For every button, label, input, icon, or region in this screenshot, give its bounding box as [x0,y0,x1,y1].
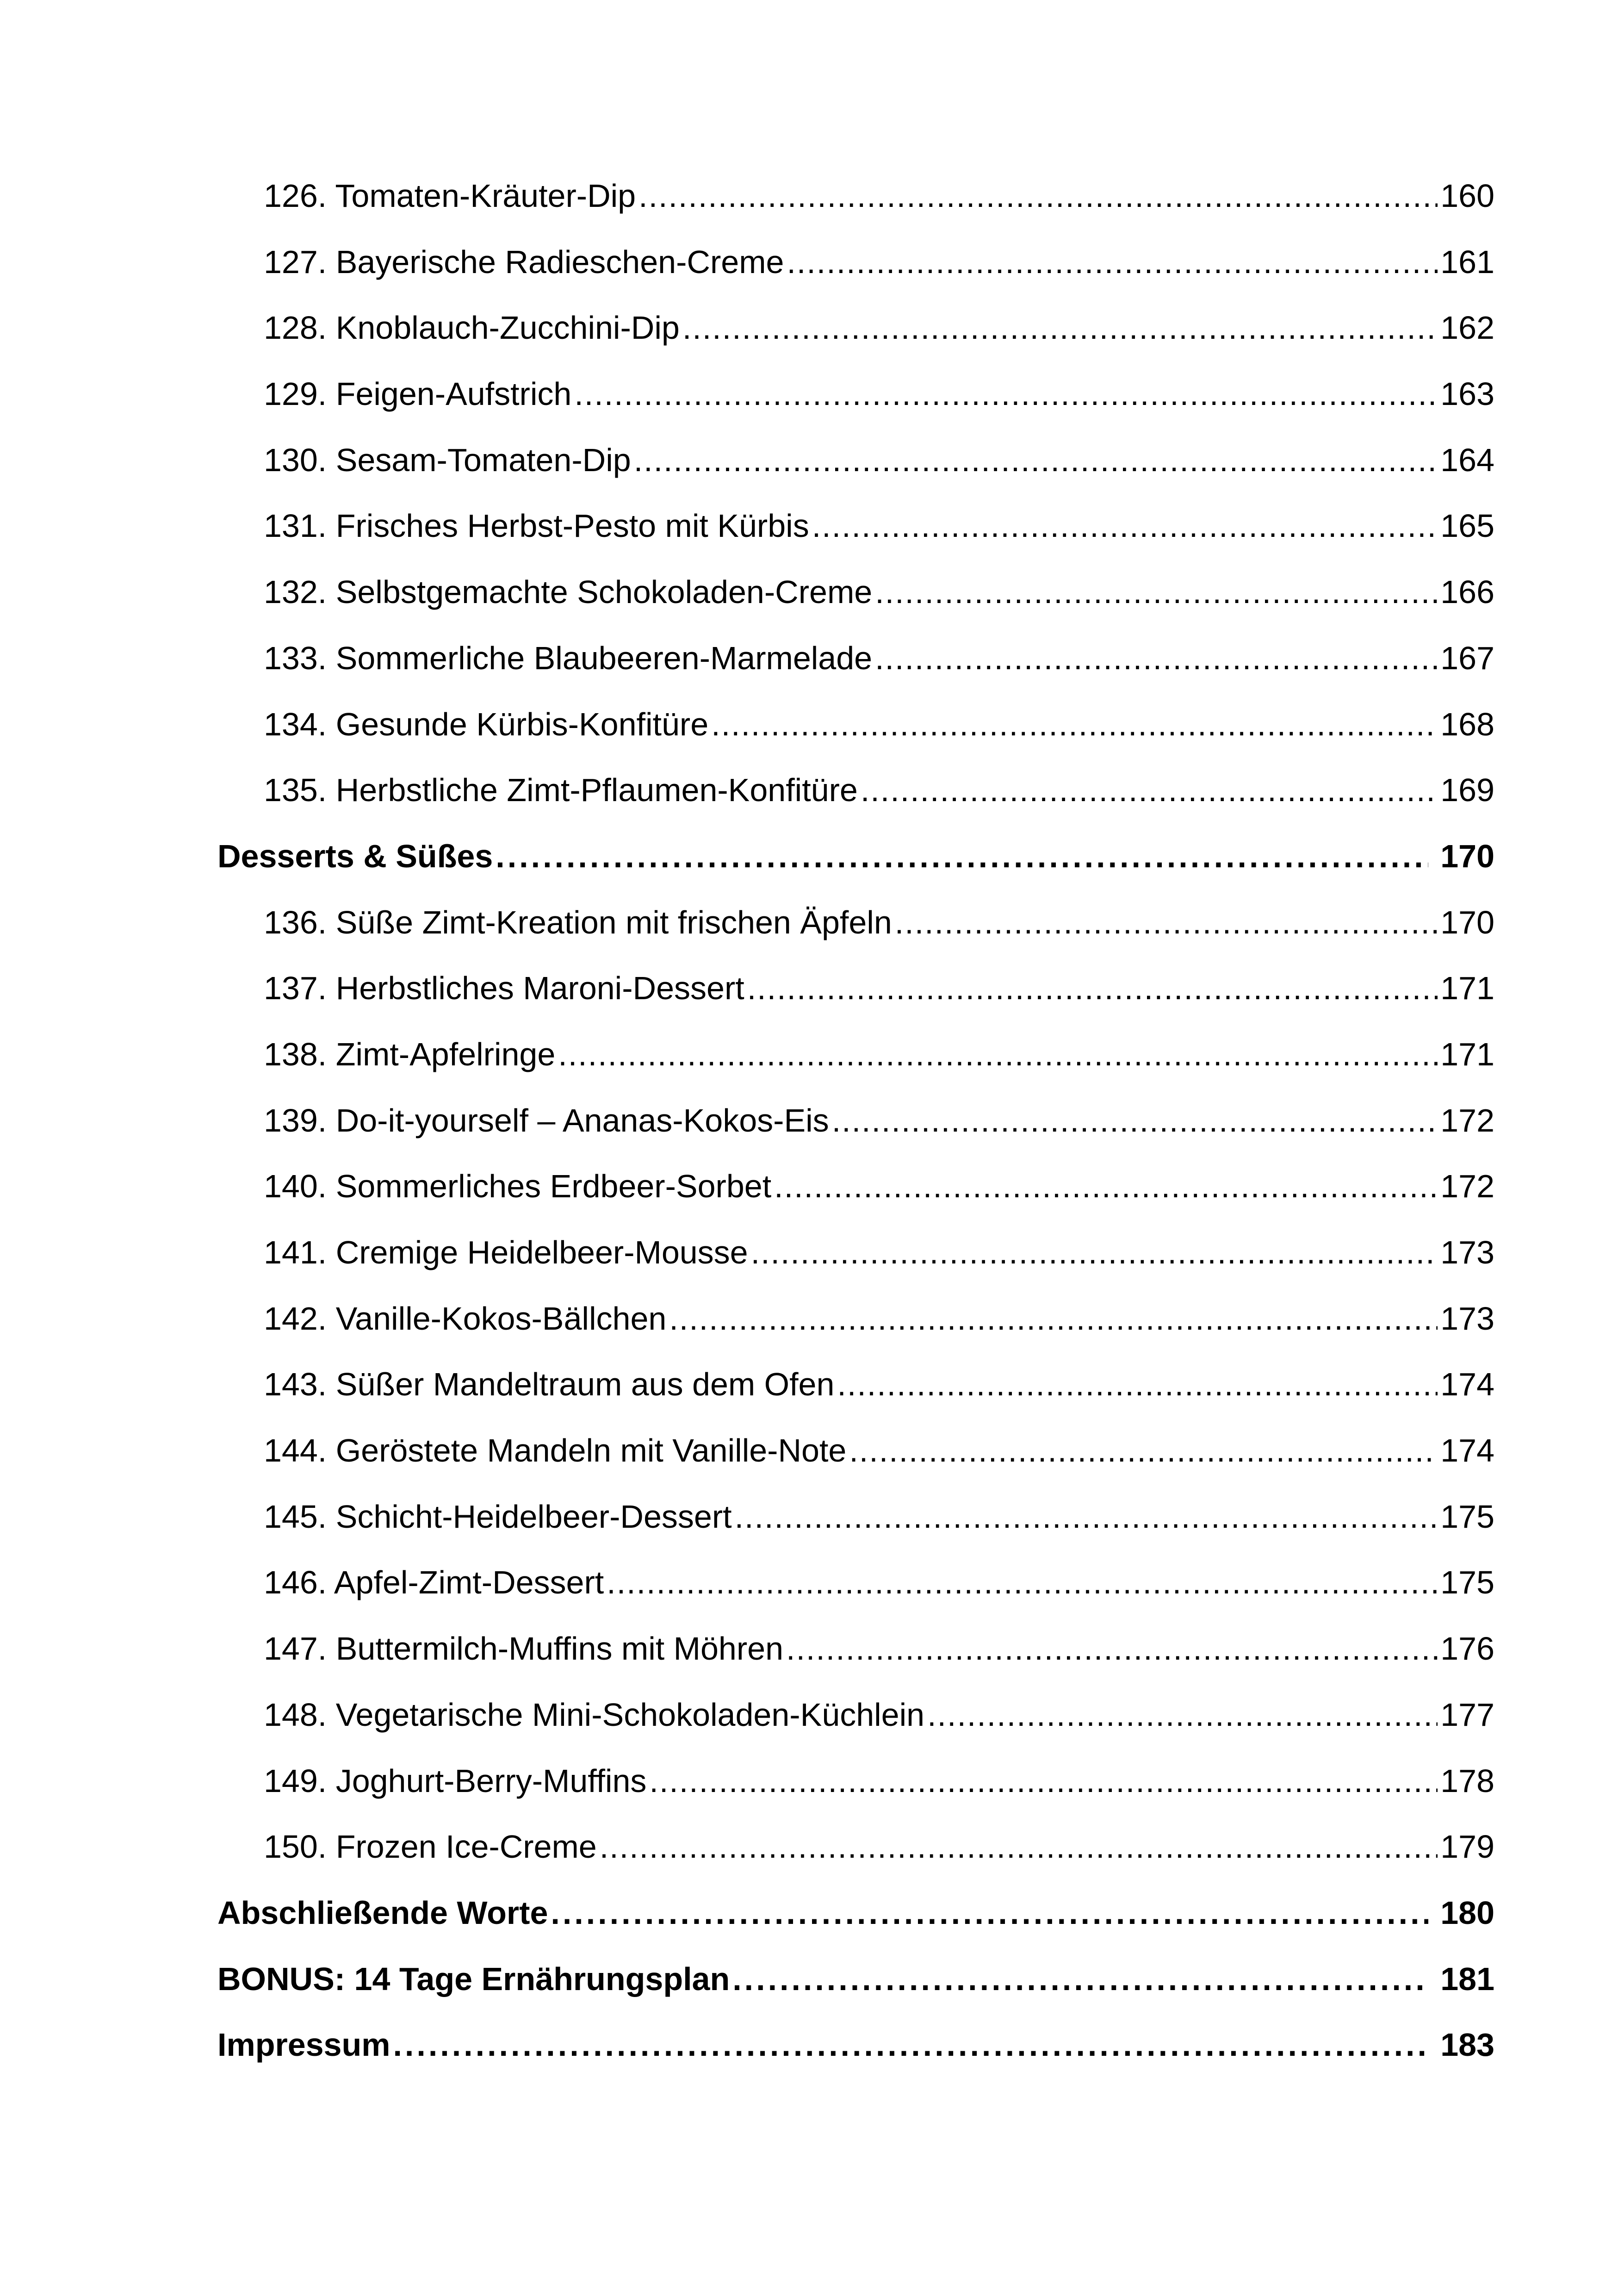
toc-entry-page: 178 [1440,1762,1494,1799]
dot-leader [812,493,1438,559]
toc-entry-title: 140. Sommerliches Erdbeer-Sorbet [264,1168,772,1205]
toc-entry-page: 171 [1440,970,1494,1007]
dot-leader [837,1351,1438,1418]
dot-leader [682,295,1438,361]
toc-entry[interactable] [217,625,1494,691]
toc-entry[interactable] [217,691,1494,758]
toc-entry-page: 177 [1440,1696,1494,1733]
toc-chapter-title: BONUS: 14 Tage Ernährungsplan [217,1960,730,1997]
toc-chapter-page: 180 [1440,1894,1494,1931]
toc-entry[interactable] [217,1484,1494,1550]
toc-entry[interactable] [217,361,1494,427]
toc-entry-title: 149. Joghurt-Berry-Muffins [264,1762,647,1799]
toc-entry-title: 131. Frisches Herbst-Pesto mit Kürbis [264,508,809,544]
toc-chapter-title: Desserts & Süßes [217,838,493,874]
toc-entry[interactable] [217,1088,1494,1154]
dot-leader [649,1748,1438,1814]
toc-entry-page: 175 [1440,1564,1494,1601]
toc-entry-title: 126. Tomaten-Kräuter-Dip [264,178,636,214]
toc-entry-page: 176 [1440,1630,1494,1667]
toc-entry-page: 168 [1440,706,1494,742]
dot-leader [669,1286,1438,1352]
toc-entry-title: 138. Zimt-Apfelringe [264,1036,556,1072]
toc-entry[interactable] [217,1814,1494,1880]
toc-entry-title: 150. Frozen Ice-Creme [264,1829,597,1865]
dot-leader [774,1153,1438,1220]
toc-entry[interactable] [217,1153,1494,1220]
toc-entry-title: 137. Herbstliches Maroni-Dessert [264,970,744,1007]
toc-entry-title: 135. Herbstliche Zimt-Pflaumen-Konfitüre [264,772,858,809]
toc-chapter-title: Abschließende Worte [217,1894,548,1931]
toc-entry-title: 141. Cremige Heidelbeer-Mousse [264,1234,748,1270]
dot-leader [711,691,1438,758]
toc-chapter[interactable] [217,823,1494,890]
dot-leader [551,1880,1428,1946]
toc-entry-title: 134. Gesunde Kürbis-Konfitüre [264,706,709,742]
dot-leader [558,1021,1438,1088]
toc-entry[interactable] [217,1748,1494,1814]
toc-entry-page: 172 [1440,1168,1494,1205]
toc-entry[interactable] [217,295,1494,361]
toc-chapter-page: 170 [1440,838,1494,874]
toc-entry-page: 173 [1440,1234,1494,1270]
toc-entry-title: 144. Geröstete Mandeln mit Vanille-Note [264,1432,847,1469]
dot-leader [634,427,1438,493]
toc-chapter-title: Impressum [217,2027,391,2063]
toc-chapter[interactable] [217,1946,1494,2012]
toc-entry-page: 162 [1440,310,1494,346]
toc-entry-page: 163 [1440,376,1494,412]
toc-entry[interactable] [217,1418,1494,1484]
toc-entry[interactable] [217,493,1494,559]
toc-chapter-page: 183 [1440,2027,1494,2063]
dot-leader [832,1088,1438,1154]
toc-entry[interactable] [217,1549,1494,1616]
toc-entry[interactable] [217,890,1494,956]
toc-entry-page: 167 [1440,640,1494,676]
dot-leader [607,1549,1438,1616]
dot-leader [927,1682,1438,1748]
toc-entry-page: 169 [1440,772,1494,809]
toc-entry-page: 174 [1440,1432,1494,1469]
toc-entry-page: 165 [1440,508,1494,544]
toc-entry-title: 127. Bayerische Radieschen-Creme [264,243,784,280]
toc-entry[interactable] [217,1351,1494,1418]
toc-entry[interactable] [217,559,1494,625]
dot-leader [786,1616,1438,1682]
toc-entry-title: 130. Sesam-Tomaten-Dip [264,442,631,478]
dot-leader [735,1484,1438,1550]
toc-entry-title: 146. Apfel-Zimt-Dessert [264,1564,604,1601]
dot-leader [751,1220,1438,1286]
toc-chapter-page: 181 [1440,1960,1494,1997]
toc-entry-page: 179 [1440,1829,1494,1865]
dot-leader [747,955,1438,1021]
toc-entry-title: 143. Süßer Mandeltraum aus dem Ofen [264,1366,835,1403]
dot-leader [861,757,1438,823]
toc-entry-page: 174 [1440,1366,1494,1403]
toc-entry[interactable] [217,757,1494,823]
dot-leader [787,229,1438,295]
toc-entry-page: 172 [1440,1102,1494,1139]
toc-entry-title: 142. Vanille-Kokos-Bällchen [264,1300,667,1337]
toc-entry-title: 133. Sommerliche Blaubeeren-Marmelade [264,640,873,676]
toc-entry-page: 166 [1440,574,1494,610]
toc-entry[interactable] [217,163,1494,229]
dot-leader [875,559,1438,625]
dot-leader [600,1814,1438,1880]
toc-entry[interactable] [217,229,1494,295]
dot-leader [895,890,1438,956]
toc-entry-title: 145. Schicht-Heidelbeer-Dessert [264,1498,732,1535]
toc-entry[interactable] [217,1616,1494,1682]
dot-leader [496,823,1428,890]
toc-entry[interactable] [217,427,1494,493]
dot-leader [639,163,1438,229]
toc-entry-title: 148. Vegetarische Mini-Schokoladen-Küchlein [264,1696,925,1733]
toc-entry-page: 171 [1440,1036,1494,1072]
dot-leader [574,361,1438,427]
toc-entry-title: 139. Do-it-yourself – Ananas-Kokos-Eis [264,1102,829,1139]
toc-entry-page: 175 [1440,1498,1494,1535]
toc-entry-page: 173 [1440,1300,1494,1337]
toc-entry[interactable] [217,1220,1494,1286]
toc-chapter[interactable] [217,2012,1494,2078]
toc-entry-title: 136. Süße Zimt-Kreation mit frischen Äpfeln [264,904,892,940]
toc-entry[interactable] [217,1021,1494,1088]
toc-entry-page: 170 [1440,904,1494,940]
toc-entry-page: 161 [1440,243,1494,280]
toc-chapter[interactable] [217,1880,1494,1946]
dot-leader [875,625,1438,691]
toc-entry-title: 128. Knoblauch-Zucchini-Dip [264,310,680,346]
toc-entry[interactable] [217,955,1494,1021]
dot-leader [732,1946,1428,2012]
toc-entry-page: 164 [1440,442,1494,478]
toc-entry-page: 160 [1440,178,1494,214]
toc-entry[interactable] [217,1286,1494,1352]
toc-entry-title: 129. Feigen-Aufstrich [264,376,572,412]
dot-leader [393,2012,1428,2078]
dot-leader [849,1418,1438,1484]
table-of-contents [217,163,1494,2078]
toc-entry[interactable] [217,1682,1494,1748]
toc-entry-title: 132. Selbstgemachte Schokoladen-Creme [264,574,873,610]
toc-entry-title: 147. Buttermilch-Muffins mit Möhren [264,1630,784,1667]
